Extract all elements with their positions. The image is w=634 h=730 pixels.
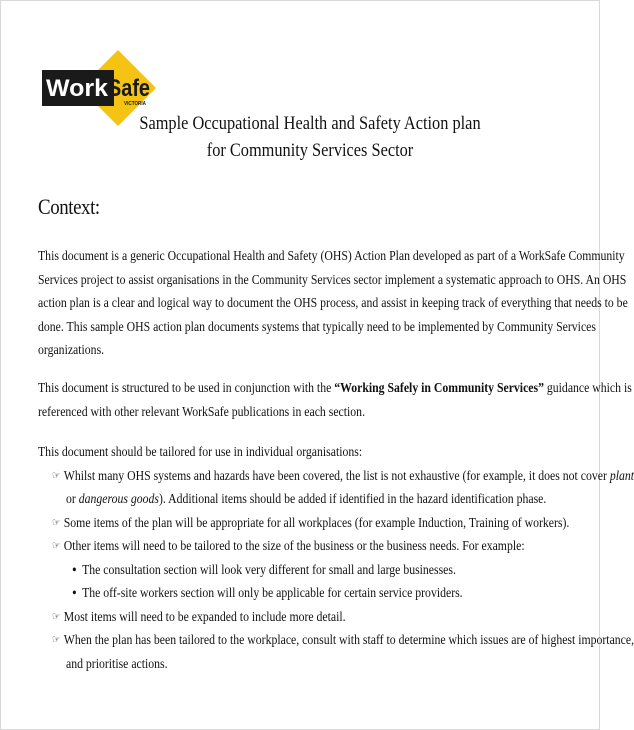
bullet-text: Other items will need to be tailored to the size of the business or the business needs. For example: bbox=[63, 539, 525, 554]
list-item bbox=[52, 465, 634, 489]
intro-line: Services project to assist organisations in the Community Services sector implement a systematic approach to OHS. An OHS bbox=[38, 272, 627, 288]
pointing-hand-icon: ☞ bbox=[52, 517, 61, 529]
bullet-text: Whilst many OHS systems and hazards have been covered, the list is not exhaustive (for example, it does not cover bbox=[63, 469, 610, 484]
intro-line: organizations. bbox=[38, 343, 105, 359]
structure-line-1 bbox=[38, 377, 632, 401]
guidance-title: “Working Safely in Community Services” bbox=[334, 381, 544, 396]
title-line-2: for Community Services Sector bbox=[206, 140, 414, 161]
structure-text: guidance which is bbox=[543, 381, 632, 396]
bullet-text: When the plan has been tailored to the workplace, consult with staff to determine which issues are of highest importance, bbox=[63, 633, 634, 648]
italic-term: dangerous goods bbox=[78, 492, 160, 507]
pointing-hand-icon: ☞ bbox=[52, 540, 61, 552]
sub-list-item bbox=[72, 582, 463, 606]
context-heading: Context: bbox=[38, 194, 100, 219]
intro-line: done. This sample OHS action plan documents systems that typically need to be implemented by Community Services bbox=[38, 319, 596, 335]
structure-line-2: referenced with other relevant WorkSafe publications in each section. bbox=[38, 404, 366, 420]
title-line-1: Sample Occupational Health and Safety Action plan bbox=[139, 113, 481, 134]
document-title bbox=[129, 110, 490, 164]
intro-paragraph bbox=[38, 245, 628, 363]
structure-paragraph bbox=[38, 377, 632, 424]
list-item-continuation bbox=[66, 653, 168, 677]
structure-text: This document is structured to be used in conjunction with the bbox=[38, 381, 335, 396]
pointing-hand-icon: ☞ bbox=[52, 470, 61, 482]
bullet-text: and prioritise actions. bbox=[66, 657, 168, 672]
list-item bbox=[52, 512, 569, 536]
list-item-continuation bbox=[66, 488, 546, 512]
bullet-text: ). Additional items should be added if identified in the hazard identification phase. bbox=[159, 492, 547, 507]
pointing-hand-icon: ☞ bbox=[52, 634, 61, 646]
bullet-text: or bbox=[66, 492, 79, 507]
tailor-intro bbox=[38, 441, 559, 465]
logo-subtitle: VICTORIA bbox=[124, 101, 147, 107]
intro-line: action plan is a clear and logical way to document the OHS process, and assist in keeping track of everything that needs to be bbox=[38, 296, 628, 312]
intro-line: This document is a generic Occupational Health and Safety (OHS) Action Plan developed as part of a WorkSafe Community bbox=[38, 249, 625, 264]
logo-word-safe: Safe bbox=[108, 75, 150, 102]
list-item bbox=[52, 629, 634, 653]
bullet-text: Some items of the plan will be appropriate for all workplaces (for example Induction, Training of workers). bbox=[63, 516, 570, 531]
sub-bullet-text: The off-site workers section will only be applicable for certain service providers. bbox=[82, 586, 463, 601]
bullet-dot-icon: • bbox=[72, 585, 77, 602]
logo-word-work: Work bbox=[46, 75, 109, 102]
list-item bbox=[52, 535, 525, 559]
pointing-hand-icon: ☞ bbox=[52, 611, 61, 623]
bullet-text: Most items will need to be expanded to include more detail. bbox=[63, 610, 346, 625]
bullet-dot-icon: • bbox=[72, 562, 77, 579]
sub-bullet-text: The consultation section will look very different for small and large businesses. bbox=[82, 563, 456, 578]
tailor-intro-text: This document should be tailored for use in individual organisations: bbox=[38, 445, 363, 460]
sub-list-item bbox=[72, 559, 456, 583]
italic-term: plant bbox=[609, 469, 634, 484]
list-item bbox=[52, 606, 346, 630]
